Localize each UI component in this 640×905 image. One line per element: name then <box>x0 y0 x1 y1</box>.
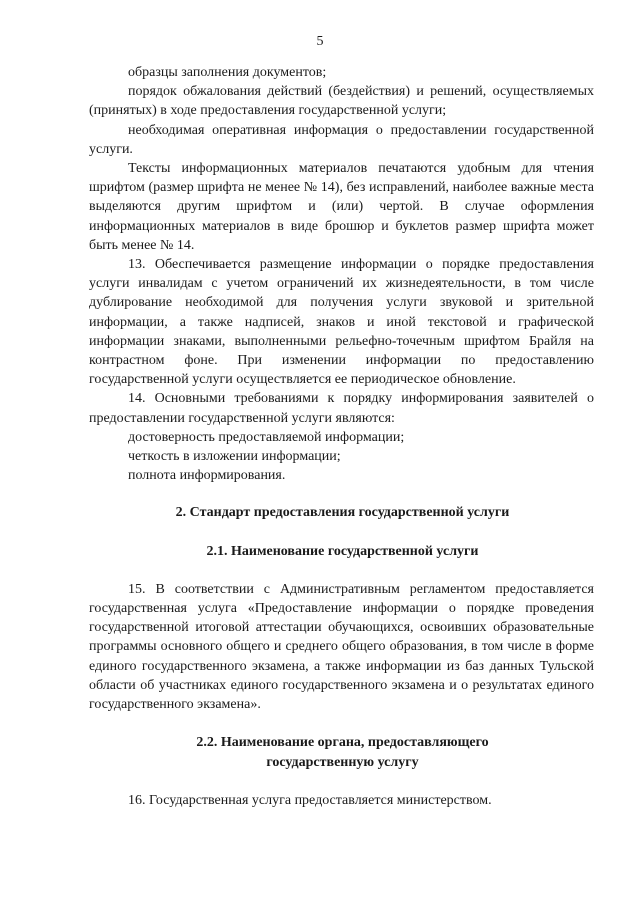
section-2-2-heading-line-1: 2.2. Наименование органа, предоставляющего <box>196 735 489 751</box>
list-item-operational-info: необходимая оперативная информация о предоставлении государственной услуги. <box>89 122 594 157</box>
paragraph-15: 15. В соответствии с Административным регламентом предоставляется государственная услуга «Предоставление информации о порядке проведения государственной итоговой аттестации обучающихся, освоивших образовательные программы основного общего и среднего общего образования, в том числе в форме единого государственного экзамена, а также информации из баз данных Тульской области об участниках единого государственного экзамена и о результатах единого государственного экзамена». <box>89 581 594 713</box>
paragraph-16: 16. Государственная услуга предоставляется министерством. <box>128 792 492 808</box>
list-item-clarity: четкость в изложении информации; <box>128 449 341 465</box>
section-2-heading: 2. Стандарт предоставления государственной услуги <box>175 505 510 521</box>
paragraph-13: 13. Обеспечивается размещение информации о порядке предоставления услуги инвалидам с учетом ограничений их жизнедеятельности, в том числе дублирование необходимой для получения услуги звуковой и зрительной информации, а также надписей, знаков и иной текстовой и графической информации знаками, выполненными рельефно-точечным шрифтом Брайля на контрастном фоне. При изменении информации по предоставлению государственной услуги осуществляется ее периодическое обновление. <box>89 257 594 388</box>
paragraph-font-requirements: Тексты информационных материалов печатаются удобным для чтения шрифтом (размер шрифта не менее № 14), без исправлений, наиболее важные места выделяются другим шрифтом и (или) чертой. В случае оформления информационных материалов в виде брошюр и буклетов размер шрифта может быть менее № 14. <box>89 161 594 253</box>
list-item-reliability: достоверность предоставляемой информации; <box>128 429 405 445</box>
paragraph-14: 14. Основными требованиями к порядку информирования заявителей о предоставлении государственной услуги являются: <box>89 391 594 426</box>
page-number: 5 <box>316 34 324 49</box>
list-item-samples: образцы заполнения документов; <box>128 65 327 80</box>
section-2-1-heading: 2.1. Наименование государственной услуги <box>206 543 479 559</box>
section-2-2-heading-line-2: государственную услугу <box>266 754 419 770</box>
list-item-completeness: полнота информирования. <box>128 468 286 484</box>
list-item-appeal-procedure: порядок обжалования действий (бездействия) и решений, осуществляемых (принятых) в ходе предоставления государственной услуги; <box>89 84 594 119</box>
document-body <box>89 63 594 810</box>
